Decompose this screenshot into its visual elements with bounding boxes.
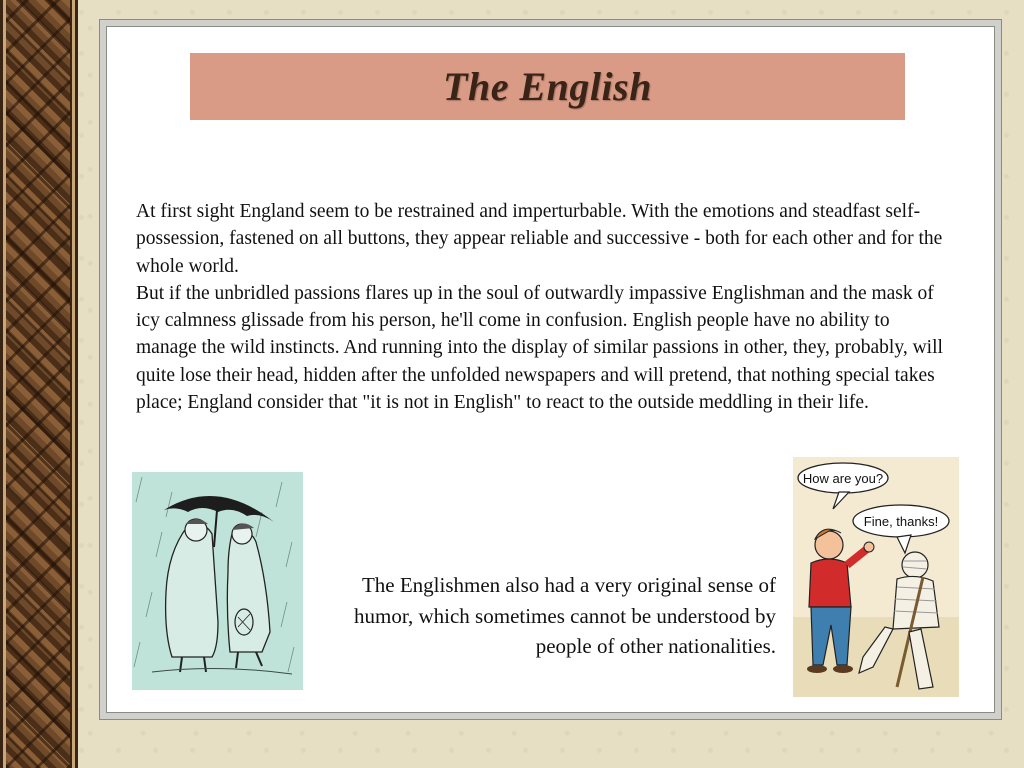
decorative-border (0, 0, 78, 768)
humor-paragraph (345, 570, 776, 662)
speech-bubble-1 (798, 463, 888, 509)
bandaged-man-image (793, 457, 959, 697)
umbrella-couple-image (132, 472, 303, 690)
humor-text: The Englishmen also had a very original sense of humor, which sometimes cannot be understood by people of other nationalities. (354, 573, 776, 658)
bubble-2-text: Fine, thanks! (863, 514, 939, 529)
slide-title: The English (443, 64, 652, 109)
main-text-block (136, 198, 948, 416)
bubble-1-text: How are you? (802, 471, 884, 486)
title-banner (190, 53, 905, 120)
paragraph-1: At first sight England seem to be restrained and imperturbable. With the emotions and steadfast self-possession, fastened on all buttons, they appear reliable and successive - both for each other and for the whole world. (136, 201, 943, 277)
paragraph-2: But if the unbridled passions flares up in the soul of outwardly impassive Englishman and the mask of icy calmness glissade from his person, he'll come in confusion. English people have no ability to manage the wild instincts. And running into the display of similar passions in other, they, probably, will quite lose their head, hidden after the unfolded newspapers and will pretend, that nothing special takes place; England consider that "it is not in English" to react to the outside meddling in their life. (136, 282, 943, 414)
